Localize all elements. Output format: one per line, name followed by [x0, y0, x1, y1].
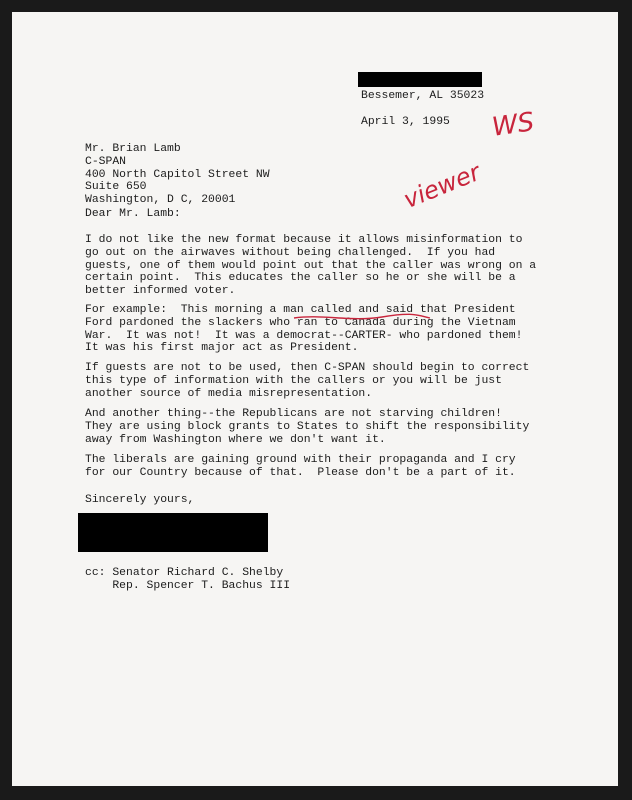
- cc-block: [85, 567, 290, 593]
- sender-address: Bessemer, AL 35023: [361, 90, 485, 102]
- body-line: It was his first major act as President.: [85, 342, 359, 355]
- recipient-street: 400 North Capitol Street NW: [85, 168, 270, 181]
- body-line: better informed voter.: [85, 285, 236, 298]
- cc-line-1: cc: Senator Richard C. Shelby: [85, 567, 284, 579]
- body-line: For example: This morning a man called and said that President: [85, 304, 516, 316]
- letter-page: [12, 12, 618, 786]
- handwritten-underline: [292, 312, 432, 324]
- redaction-bar: [358, 72, 482, 87]
- body-line: Ford pardoned the slackers who ran to Canada during the Vietnam: [85, 316, 516, 329]
- body-line: guests, one of them would point out that the caller was wrong on a: [85, 259, 537, 272]
- recipient-block: [85, 143, 270, 207]
- paragraph-3: [85, 362, 529, 400]
- recipient-name: Mr. Brian Lamb: [85, 143, 181, 155]
- body-line: for our Country because of that. Please don't be a part of it.: [85, 466, 516, 479]
- body-line: I do not like the new format because it allows misinformation to: [85, 234, 523, 246]
- recipient-city: Washington, D C, 20001: [85, 194, 236, 207]
- body-line: this type of information with the callers or you will be just: [85, 374, 502, 387]
- body-line: away from Washington where we don't want it.: [85, 433, 386, 446]
- recipient-org: C-SPAN: [85, 155, 127, 168]
- closing: Sincerely yours,: [85, 494, 195, 506]
- cc-line-2: Rep. Spencer T. Bachus III: [85, 579, 291, 592]
- body-line: And another thing--the Republicans are not starving children!: [85, 408, 502, 420]
- body-line: They are using block grants to States to shift the responsibility: [85, 420, 530, 433]
- letter-date: April 3, 1995: [361, 116, 450, 128]
- signature-redaction: [78, 513, 268, 552]
- body-line: another source of media misrepresentation.: [85, 387, 373, 400]
- handwritten-initials: WS: [490, 107, 537, 143]
- paragraph-5: [85, 454, 516, 480]
- body-line: The liberals are gaining ground with their propaganda and I cry: [85, 454, 516, 466]
- body-line: War. It was not! It was a democrat--CARTER- who pardoned them!: [85, 329, 523, 342]
- body-line: If guests are not to be used, then C-SPAN should begin to correct: [85, 362, 530, 374]
- body-line: go out on the airwaves without being challenged. If you had: [85, 246, 496, 259]
- salutation: Dear Mr. Lamb:: [85, 208, 181, 220]
- paragraph-1: [85, 234, 536, 298]
- handwritten-viewer: viewer: [399, 158, 485, 214]
- paragraph-4: [85, 408, 529, 446]
- recipient-suite: Suite 650: [85, 181, 147, 194]
- body-line: certain point. This educates the caller so he or she will be a: [85, 272, 516, 285]
